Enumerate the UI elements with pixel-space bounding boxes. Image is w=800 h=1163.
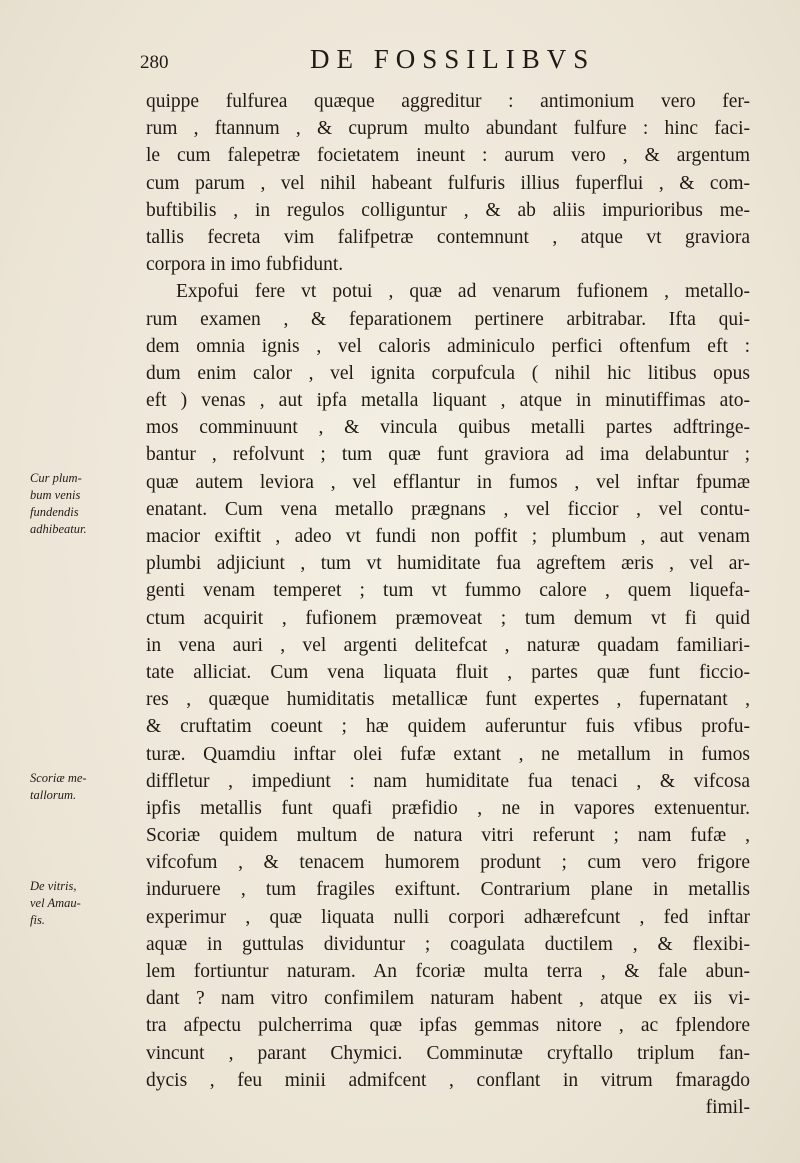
text-line: in vena auri , vel argenti delitefcat , naturæ quadam familiari- [146,634,750,656]
marginal-note-line: De vitris, [30,879,77,893]
page-header [140,44,760,80]
text-line: vincunt , parant Chymici. Comminutæ cryftallo triplum fan- [146,1042,750,1064]
text-line: plumbi adjiciunt , tum vt humiditate fua agreftem æris , vel ar- [146,553,750,575]
text-line: enatant. Cum vena metallo prægnans , vel ficcior , vel contu- [146,498,750,520]
marginal-note-line: bum venis [30,488,81,502]
text-line: induruere , tum fragiles exiftunt. Contrarium plane in metallis [146,879,750,901]
text-line: & cruftatim coeunt ; hæ quidem auferuntur fuis vfibus profu- [146,716,750,738]
marginal-note [30,470,128,538]
text-line: dant ? nam vitro confimilem naturam habent , atque ex iis vi- [146,988,750,1010]
text-line: le cum falepetræ focietatem ineunt : aurum vero , & argentum [146,145,750,167]
marginal-note-line: fis. [30,913,45,927]
text-line: lem fortiuntur naturam. An fcoriæ multa terra , & fale abun- [146,961,750,982]
text-line: Scoriæ quidem multum de natura vitri referunt ; nam fufæ , [146,825,750,847]
body-text [146,88,750,1121]
marginal-note [30,878,128,929]
text-line: diffletur , impediunt : nam humiditate fua tenaci , & vifcosa [146,770,750,792]
text-line: genti venam temperet ; tum vt fummo calore , quem liquefa- [146,580,750,602]
text-line: buftibilis , in regulos colliguntur , & ab aliis impurioribus me- [146,199,750,221]
text-line: tra afpectu pulcherrima quæ ipfas gemmas nitore , ac fplendore [146,1015,750,1037]
marginal-note-line: tallorum. [30,788,77,802]
text-line: ctum acquirit , fufionem præmoveat ; tum demum vt fi quid [146,607,750,629]
text-line: cum parum , vel nihil habeant fulfuris illius fuperflui , & com- [146,172,750,194]
text-line: macior exiftit , adeo vt fundi non poffit ; plumbum , aut venam [146,526,750,547]
text-line: tate alliciat. Cum vena liquata fluit , partes quæ funt ficcio- [146,661,750,683]
text-line: tallis fecreta vim falifpetræ contemnunt , atque vt graviora [146,226,750,248]
text-line: quæ autem leviora , vel efflantur in fumos , vel inftar fpumæ [146,471,750,493]
text-line: quippe fulfurea quæque aggreditur : antimonium vero fer- [146,91,750,112]
marginal-note [30,770,128,804]
catchword: fimil- [705,1096,750,1118]
marginal-note-line: Scoriæ me- [30,771,87,785]
text-line: bantur , refolvunt ; tum quæ funt graviora ad ima delabuntur ; [146,444,750,466]
text-line: res , quæque humiditatis metallicæ funt expertes , fupernatant , [146,689,750,711]
text-line: vifcofum , & tenacem humorem produnt ; cum vero frigore [146,852,750,874]
text-line: corpora in imo fubfidunt. [146,254,344,276]
marginal-note-line: fundendis [30,505,79,519]
running-title: DE FOSSILIBVS [310,44,596,74]
text-line: dycis , feu minii admifcent , conflant in vitrum fmaragdo [146,1069,750,1091]
text-line: eft ) venas , aut ipfa metalla liquant , atque in minutiffimas ato- [146,390,750,412]
text-line: ipfis metallis funt quafi præfidio , ne in vapores extenuentur. [146,797,750,819]
text-line: turæ. Quamdiu inftar olei fufæ extant , ne metallum in fumos [146,743,750,765]
marginal-note-line: adhibeatur. [30,522,87,536]
text-line: mos comminuunt , & vincula quibus metalli partes adftringe- [146,417,750,439]
page-number: 280 [140,52,169,73]
text-line: experimur , quæ liquata nulli corpori adhærefcunt , fed inftar [146,906,750,928]
text-line: rum , ftannum , & cuprum multo abundant fulfure : hinc faci- [146,118,750,140]
marginal-note-line: vel Amau- [30,896,81,910]
text-line: dum enim calor , vel ignita corpufcula ( nihil hic litibus opus [146,362,750,384]
text-line: Expofui fere vt potui , quæ ad venarum fufionem , metallo- [176,281,750,303]
text-line: dem omnia ignis , vel caloris adminiculo perfici oftenfum eft : [146,335,750,357]
text-line: aquæ in guttulas dividuntur ; coagulata ductilem , & flexibi- [146,933,750,955]
marginal-note-line: Cur plum- [30,471,82,485]
text-line: rum examen , & feparationem pertinere arbitrabar. Ifta qui- [146,308,750,330]
